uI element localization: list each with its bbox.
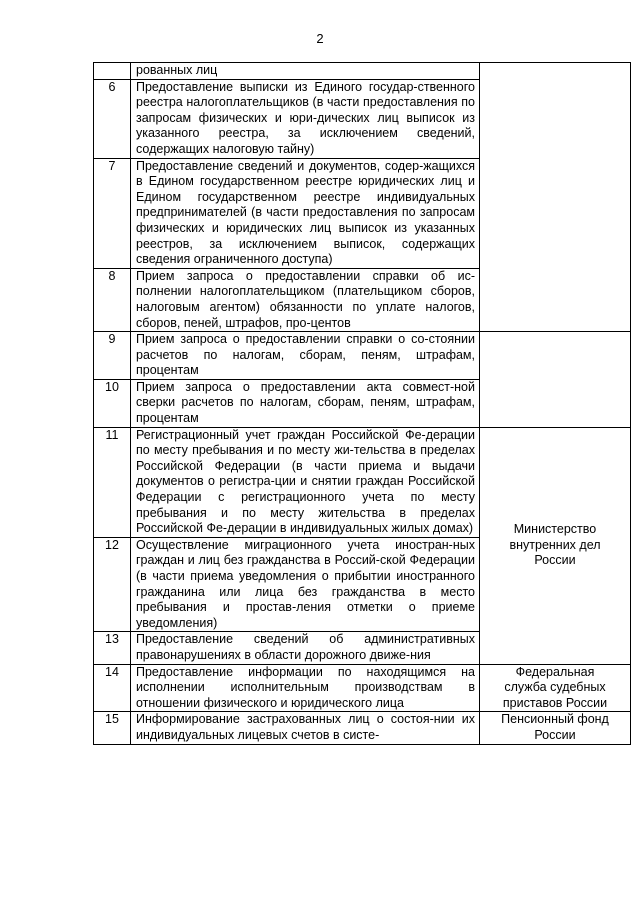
services-table [93, 62, 631, 745]
agency-line: внутренних дел [509, 537, 601, 552]
service-description: рованных лиц [131, 63, 480, 80]
service-description: Прием запроса о предоставлении справки о со-стоянии расчетов по налогам, сборам, пеням, штрафам, процентам [131, 332, 480, 380]
agency-line: России [534, 553, 576, 568]
row-number: 8 [94, 268, 131, 331]
agency-line: Федеральная [515, 664, 595, 679]
service-description: Прием запроса о предоставлении справки об ис-полнении налогоплательщиком (плательщиком сборов, налоговым агентом) обязанности по уплате налогов, сборов, пеней, штрафов, про-центов [131, 268, 480, 331]
service-description: Предоставление сведений об административных правонарушениях в области дорожного движе-ния [131, 632, 480, 664]
agency-pfr [480, 712, 631, 744]
table-row [94, 427, 631, 537]
row-number: 7 [94, 158, 131, 268]
agency-line: России [534, 727, 576, 742]
table-row [94, 712, 631, 744]
row-number [94, 63, 131, 80]
service-description: Предоставление сведений и документов, содер-жащихся в Едином государственном реестре юридических лиц и Едином государственном реестре индивидуальных предпринимателей (в части предоставления по запросам физических и юридических лиц выписок из указанных реестров, за исключением выписок, содержащих сведения ограниченного доступа) [131, 158, 480, 268]
agency-mvd [480, 427, 631, 664]
row-number: 14 [94, 664, 131, 712]
row-number: 10 [94, 379, 131, 427]
table-row [94, 63, 631, 80]
service-description: Информирование застрахованных лиц о состоя-нии их индивидуальных лицевых счетов в систе- [131, 712, 480, 744]
row-number: 11 [94, 427, 131, 537]
row-number: 9 [94, 332, 131, 380]
agency-line: Министерство [513, 522, 597, 537]
service-description: Регистрационный учет граждан Российской Фе-дерации по месту пребывания и по месту жи-тельства в пределах Российской Федерации (в части приема и выдачи документов о регистра-ции и снятии граждан Российской Федерации с регистрационного учета по месту пребывания и по месту жительства в пределах Российской Фе-дерации в индивидуальных жилых домах) [131, 427, 480, 537]
agency-cell-empty [480, 332, 631, 428]
service-description: Прием запроса о предоставлении акта совмест-ной сверки расчетов по налогам, сборам, пеням, штрафам, процентам [131, 379, 480, 427]
service-description: Осуществление миграционного учета иностран-ных граждан и лиц без гражданства в Россий-ской Федерации (в части приема уведомления о прибытии иностранного гражданина или лица без гражданства в место пребывания и простав-ления отметки о приеме уведомления) [131, 537, 480, 632]
agency-cell-empty [480, 63, 631, 332]
agency-line: приставов России [502, 695, 608, 710]
table-row [94, 332, 631, 380]
service-description: Предоставление информации по находящимся на исполнении исполнительным производствам в отношении физического и юридического лица [131, 664, 480, 712]
row-number: 13 [94, 632, 131, 664]
service-description: Предоставление выписки из Единого государ-ственного реестра налогоплательщиков (в части предоставления по запросам физических и юри-дических лиц выписок из указанного реестра, за исключением сведений, содержащих налоговую тайну) [131, 79, 480, 158]
agency-line: служба судебных [504, 680, 606, 695]
agency-line: Пенсионный фонд [501, 712, 609, 727]
row-number: 12 [94, 537, 131, 632]
page-number: 2 [316, 31, 324, 46]
row-number: 6 [94, 79, 131, 158]
agency-fssp [480, 664, 631, 712]
table-row [94, 664, 631, 712]
row-number: 15 [94, 712, 131, 744]
